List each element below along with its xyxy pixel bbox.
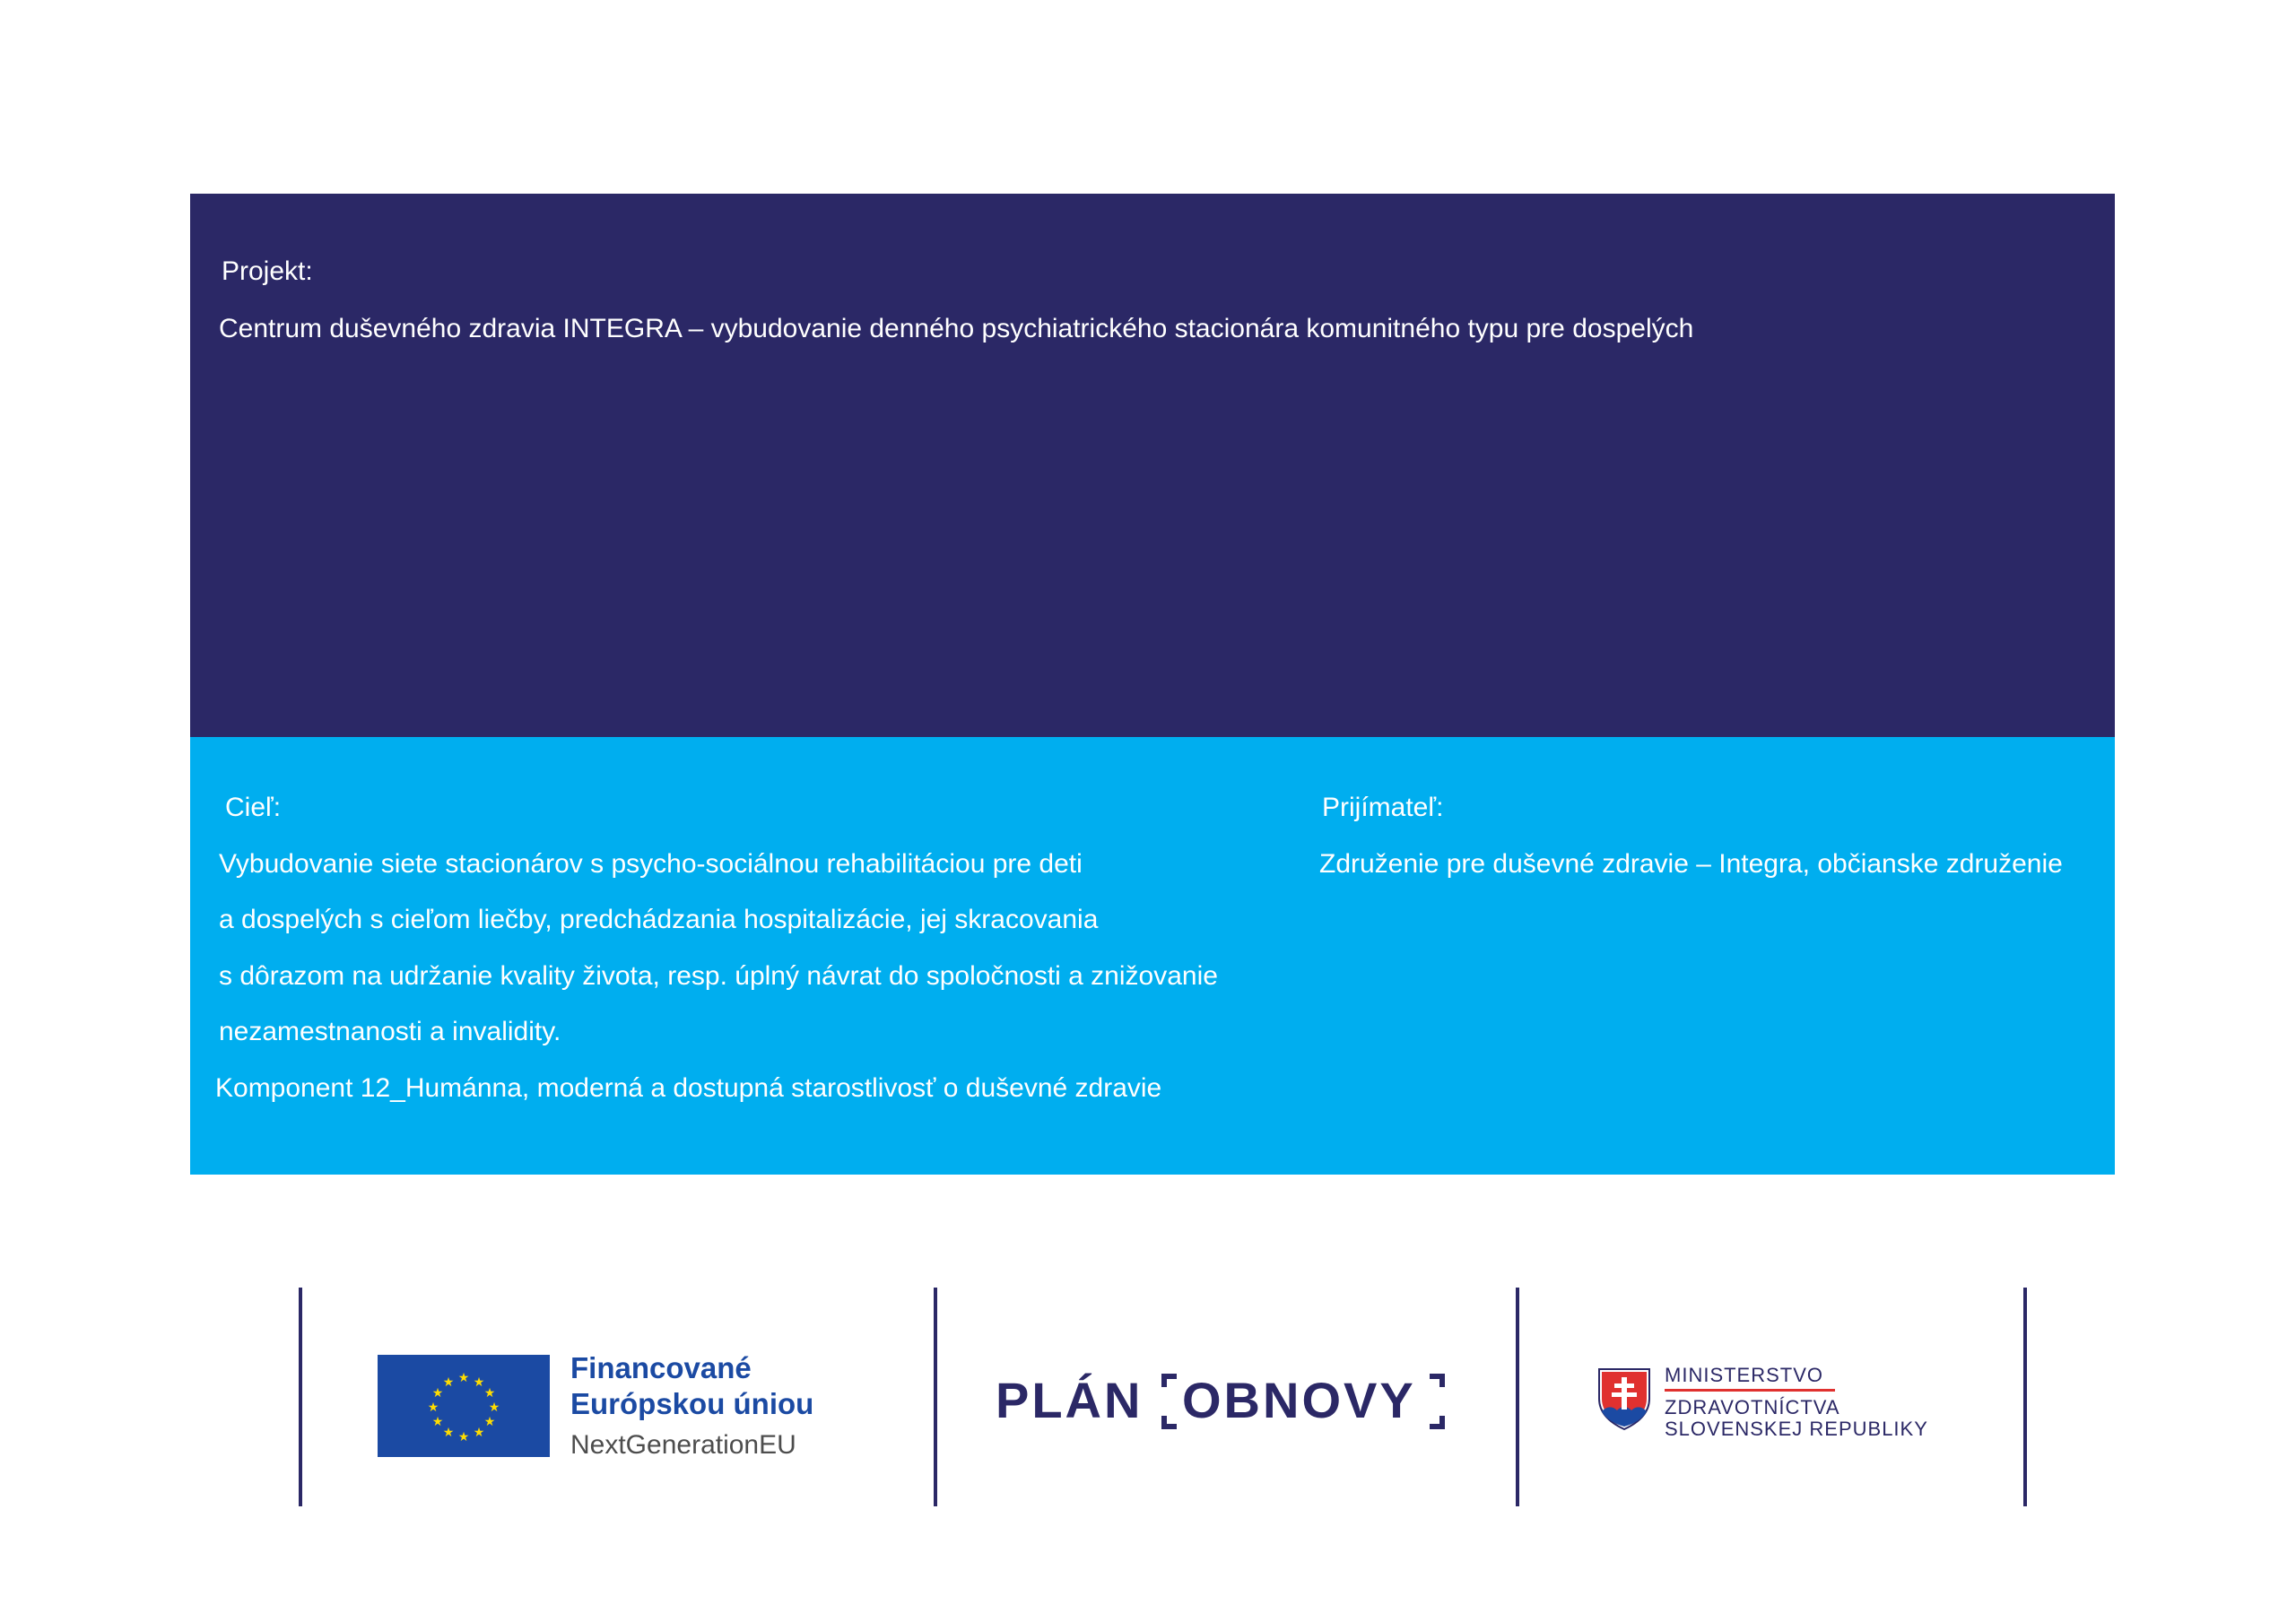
svg-text:★: ★ <box>457 1371 470 1385</box>
svg-text:★: ★ <box>431 1386 444 1401</box>
project-panel <box>190 194 2115 737</box>
goal-panel <box>190 737 2115 1175</box>
svg-text:★: ★ <box>488 1401 500 1415</box>
svg-text:★: ★ <box>442 1426 455 1440</box>
goal-line: a dospelých s cieľom liečby, predchádzania hospitalizácie, jej skracovania <box>219 905 1099 934</box>
svg-text:★: ★ <box>427 1401 439 1415</box>
goal-label: Cieľ: <box>225 793 282 822</box>
goal-line: s dôrazom na udržanie kvality života, resp. úplný návrat do spoločnosti a znižovanie <box>219 961 1218 991</box>
svg-text:★: ★ <box>431 1415 444 1429</box>
logo-divider <box>934 1288 937 1506</box>
eu-logo-subtext: NextGenerationEU <box>570 1430 796 1460</box>
ministry-logo-text: SLOVENSKEJ REPUBLIKY <box>1665 1418 1928 1440</box>
svg-text:★: ★ <box>473 1375 485 1390</box>
svg-text:★: ★ <box>457 1430 470 1444</box>
ministry-logo-text: ZDRAVOTNÍCTVA <box>1665 1396 1840 1418</box>
eu-logo-text: Európskou úniou <box>570 1387 814 1420</box>
recipient-name: Združenie pre duševné zdravie – Integra, občianske združenie <box>1319 849 2063 879</box>
recipient-label: Prijímateľ: <box>1322 793 1444 822</box>
bracket-icon <box>1428 1374 1446 1429</box>
svg-text:★: ★ <box>473 1426 485 1440</box>
logo-divider <box>1516 1288 1519 1506</box>
eu-flag-icon <box>378 1355 550 1457</box>
project-title: Centrum duševného zdravia INTEGRA – vybudovanie denného psychiatrického stacionára komunitného typu pre dospelých <box>219 314 1694 343</box>
svg-text:★: ★ <box>483 1386 496 1401</box>
ministry-logo-text: MINISTERSTVO <box>1665 1364 1824 1386</box>
goal-line: nezamestnanosti a invalidity. <box>219 1017 561 1046</box>
svg-text:★: ★ <box>483 1415 496 1429</box>
ministry-logo-underline <box>1665 1389 1835 1392</box>
bracket-icon <box>1161 1374 1178 1429</box>
goal-line: Vybudovanie siete stacionárov s psycho-sociálnou rehabilitáciou pre deti <box>219 849 1083 879</box>
plan-obnovy-logo-word: OBNOVY <box>1182 1372 1416 1428</box>
svg-text:★: ★ <box>442 1375 455 1390</box>
eu-logo-text: Financované <box>570 1351 752 1384</box>
component-text: Komponent 12_Humánna, moderná a dostupná starostlivosť o duševné zdravie <box>215 1073 1162 1103</box>
logo-divider <box>299 1288 302 1506</box>
plan-obnovy-logo-word: PLÁN <box>996 1372 1144 1428</box>
logo-divider <box>2023 1288 2027 1506</box>
slovak-coat-of-arms-icon <box>1596 1366 1652 1431</box>
project-label: Projekt: <box>222 256 313 286</box>
